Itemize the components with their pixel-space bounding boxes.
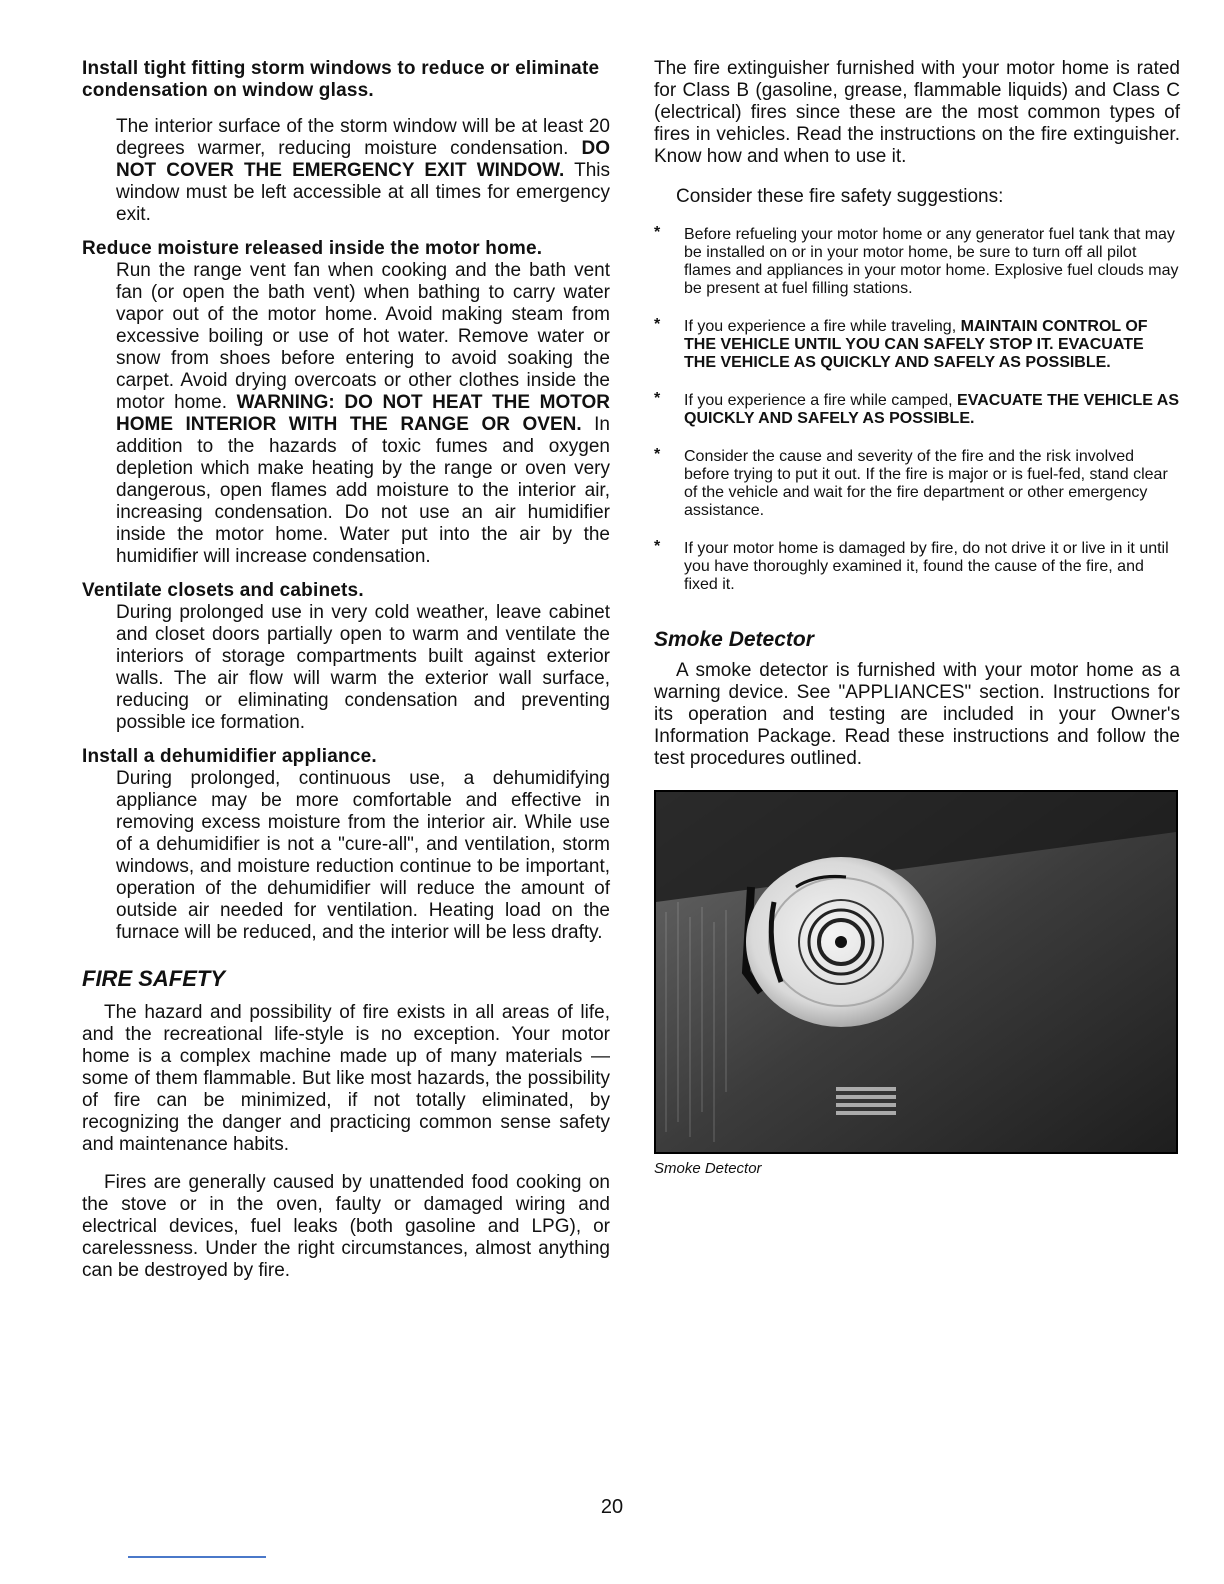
list-item: [654, 392, 1180, 428]
bullet-text: Consider the cause and severity of the fire and the risk involved before trying to put it out. If the fire is major or is fuel-fed, stand clear of the vehicle and wait for the fire department or other emergency assistance.: [684, 448, 1168, 519]
range-oven-warning: WARNING: DO NOT HEAT THE MOTOR HOME INTERIOR WITH THE RANGE OR OVEN.: [116, 392, 611, 435]
list-item: [654, 448, 1180, 520]
extinguisher-para: The fire extinguisher furnished with your motor home is rated for Class B (gasoline, grease, flammable liquids) and Class C (electrical) fires since these are the most common types of fires in vehicles. Read the instructions on the fire extinguisher. Know how and when to use it.: [654, 58, 1180, 167]
list-item: [654, 540, 1180, 594]
bullet-text-bold: EVACUATE THE VEHICLE AS QUICKLY AND SAFELY AS POSSIBLE.: [684, 392, 1179, 427]
smoke-detector-photo: [654, 790, 1178, 1154]
fire-safety-para-2: Fires are generally caused by unattended food cooking on the stove or in the oven, faulty or damaged wiring and electrical devices, fuel leaks (both gasoline and LPG), or carelessness. Under the right circumstances, almost anything can be destroyed by fire.: [82, 1172, 610, 1281]
storm-windows-heading: Install tight fitting storm windows to reduce or eliminate condensation on window glass.: [82, 58, 600, 101]
right-column: [654, 58, 1180, 1177]
bullet-asterisk-icon: *: [654, 538, 661, 555]
storm-windows-body-text-1: The interior surface of the storm window will be at least 20 degrees warmer, reducing moisture condensation.: [116, 116, 610, 159]
page-number: 20: [600, 1496, 624, 1518]
bullet-asterisk-icon: *: [654, 390, 661, 407]
list-item: [654, 318, 1180, 372]
dehumidifier-body: During prolonged, continuous use, a dehumidifying appliance may be more comfortable and effective in removing excess moisture from the interior air. While use of a dehumidifier is not a "cure-all", and ventilation, storm windows, and moisture reduction continue to be important, operation of the dehumidifier will reduce the amount of outside air needed for ventilation. Heating load on the furnace will be reduced, and the interior will be less drafty.: [116, 768, 610, 943]
ventilate-heading: Ventilate closets and cabinets.: [82, 580, 364, 601]
emergency-exit-warning: DO NOT COVER THE EMERGENCY EXIT WINDOW.: [116, 138, 610, 181]
bullet-asterisk-icon: *: [654, 224, 661, 241]
ventilate-body: During prolonged use in very cold weather, leave cabinet and closet doors partially open to warm and ventilate the interiors of storage compartments built against exterior walls. The air flow will warm the exterior wall surface, reducing or eliminating condensation and preventing possible ice formation.: [116, 602, 610, 733]
bullet-text: If you experience a fire while traveling,: [684, 318, 957, 335]
moisture-body-text-2: In addition to the hazards of toxic fumes and oxygen depletion which make heating by the range or oven very dangerous, open flames add moisture to the interior air, increasing condensation. Do not use an air humidifier inside the motor home. Water put into the air by the humidifier will increase condensation.: [116, 414, 610, 567]
moisture-heading: Reduce moisture released inside the motor home.: [82, 238, 543, 259]
smoke-detector-illustration: [656, 792, 1176, 1152]
storm-windows-body: [82, 116, 610, 226]
bullet-text: Before refueling your motor home or any generator fuel tank that may be installed on or in your motor home, be sure to turn off all pilot flames and appliances in your motor home. Explosive fuel clouds may be present at fuel filling stations.: [684, 226, 1179, 297]
storm-windows-section: [82, 58, 610, 226]
bullet-text: If your motor home is damaged by fire, do not drive it or live in it until you have thoroughly examined it, found the cause of the fire, and fixed it.: [684, 540, 1169, 593]
bullet-text-bold: MAINTAIN CONTROL OF THE VEHICLE UNTIL YOU CAN SAFELY STOP IT. EVACUATE THE VEHICLE AS QUICKLY AND SAFELY AS POSSIBLE.: [684, 318, 1148, 371]
moisture-body-text-1: Run the range vent fan when cooking and the bath vent fan (or open the bath vent) when bathing to carry water vapor out of the motor home. Avoid making steam from excessive boiling or use of hot water. Remove water or snow from shoes before entering to avoid soaking the carpet. Avoid drying overcoats or other clothes inside the motor home.: [116, 260, 610, 413]
list-item: [654, 226, 1180, 298]
storm-windows-body-text-2: This window must be left accessible at all times for emergency exit.: [116, 160, 610, 225]
ventilate-section: [82, 580, 610, 734]
bullet-text: If you experience a fire while camped,: [684, 392, 953, 409]
bullet-asterisk-icon: *: [654, 316, 661, 333]
suggestions-intro: Consider these fire safety suggestions:: [676, 186, 1004, 207]
moisture-section: [82, 238, 610, 568]
left-column: [82, 58, 610, 1282]
fire-safety-para-1: The hazard and possibility of fire exists in all areas of life, and the recreational life-style is no exception. Your motor home is a complex machine made up of many materials — some of them flammable. But like most hazards, the possibility of fire can be minimized, if not totally eliminated, by recognizing the danger and practicing common sense safety and maintenance habits.: [82, 1002, 610, 1155]
bottom-divider: [128, 1556, 266, 1558]
dehumidifier-section: [82, 746, 610, 944]
smoke-detector-para: A smoke detector is furnished with your motor home as a warning device. See "APPLIANCES" section. Instructions for its operation and testing are included in your Owner's Information Package. Read these instructions and follow the test procedures outlined.: [654, 660, 1180, 769]
photo-caption: Smoke Detector: [654, 1160, 762, 1177]
bullet-asterisk-icon: *: [654, 446, 661, 463]
dehumidifier-heading: Install a dehumidifier appliance.: [82, 746, 377, 767]
fire-safety-title: FIRE SAFETY: [82, 966, 226, 991]
moisture-body: [82, 260, 610, 568]
smoke-detector-title: Smoke Detector: [654, 628, 814, 651]
fire-safety-suggestions-list: [654, 226, 1180, 594]
